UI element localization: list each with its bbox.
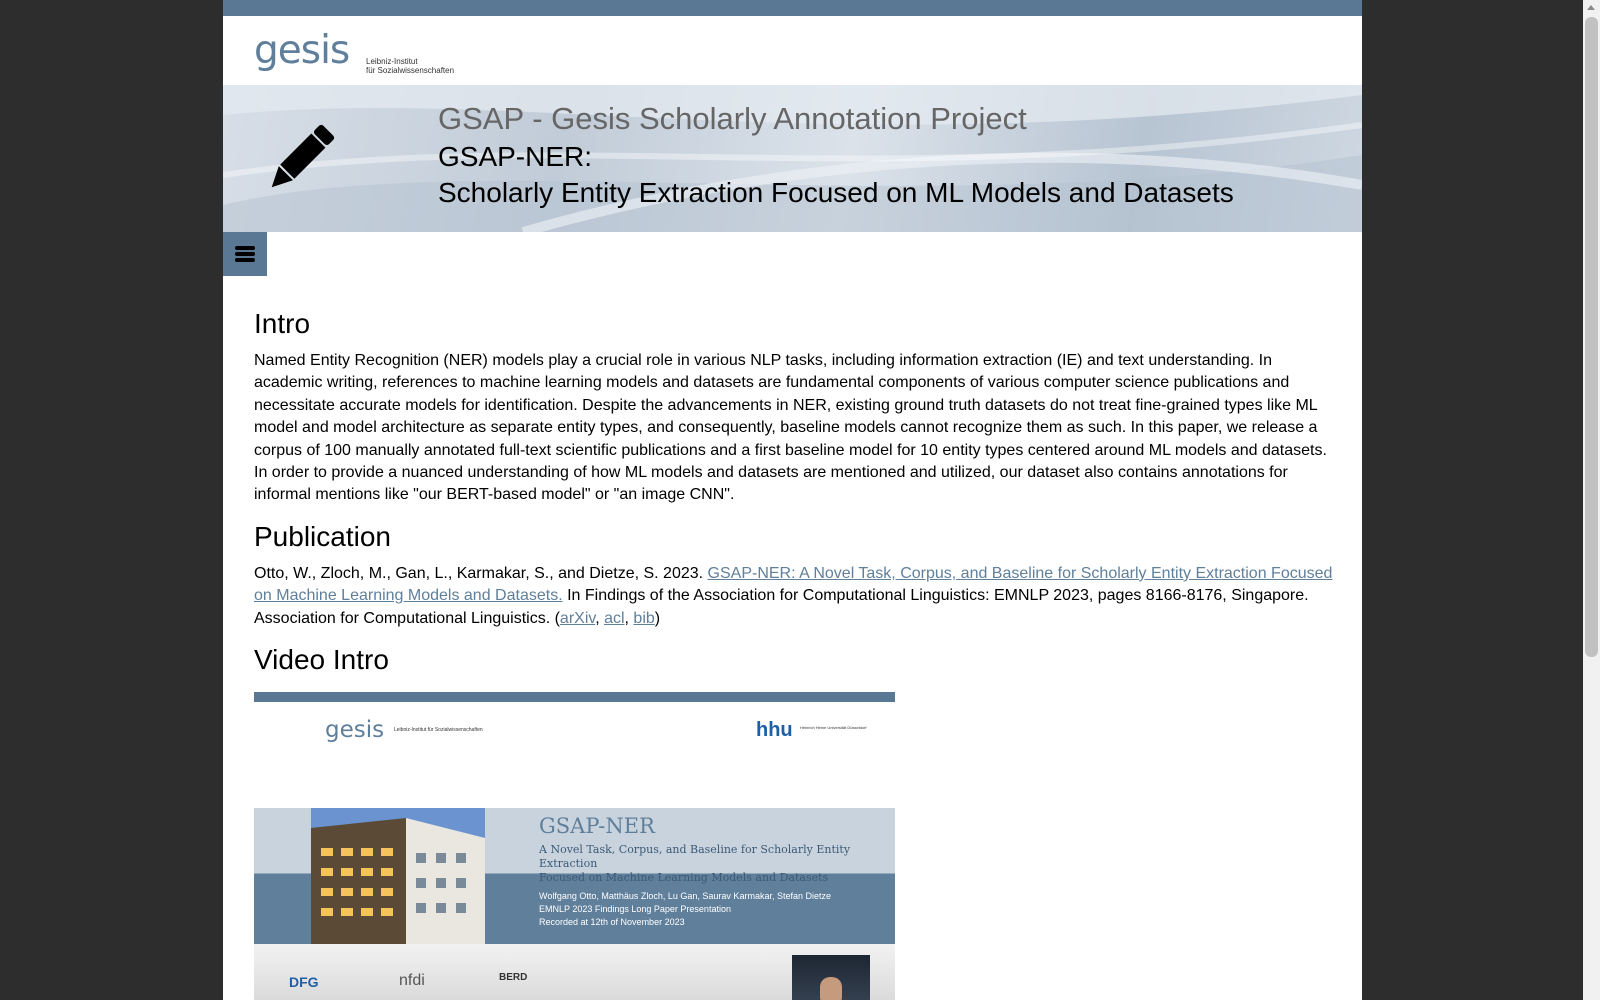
- video-slide-event: EMNLP 2023 Findings Long Paper Presentation: [539, 904, 731, 914]
- video-slide-footer: [254, 944, 895, 1000]
- page: [223, 0, 1362, 1000]
- video-slide-authors-line: Wolfgang Otto, Matthäus Zloch, Lu Gan, Saurav Karmakar, Stefan Dietze: [539, 891, 831, 901]
- building-photo: [311, 808, 485, 944]
- berd-logo: BERD: [499, 972, 528, 983]
- publication-title-link[interactable]: GSAP-NER: A Novel Task, Corpus, and Baseline for Scholarly Entity Extraction Focused on Machine Learning Models and Datasets.: [254, 564, 1333, 605]
- publication-venue: In Findings of the Association for Computational Linguistics: EMNLP 2023, pages 8166-8176, Singapore. Association for Computational Linguistics. (: [254, 587, 1309, 627]
- publication-authors: Otto, W., Zloch, M., Gan, L., Karmakar, S., and Dietze, S. 2023.: [254, 564, 708, 582]
- dfg-logo: DFG: [289, 974, 319, 990]
- video-player[interactable]: [254, 692, 895, 1000]
- banner: [223, 85, 1362, 232]
- banner-subtitle-line1: GSAP-NER:: [438, 141, 593, 172]
- speaker-thumbnail: [792, 955, 870, 1000]
- video-slide-recorded: Recorded at 12th of November 2023: [539, 917, 685, 927]
- scroll-up-arrow-icon[interactable]: [1587, 5, 1595, 10]
- video-gesis-logo-subtitle: Leibniz-Institut für Sozialwissenschaften: [394, 727, 483, 733]
- video-slide-title: GSAP-NER: [539, 814, 655, 838]
- video-hhu-logo: hhu: [756, 719, 793, 741]
- gesis-logo[interactable]: gesis: [254, 28, 350, 73]
- banner-subtitle-line2: Scholarly Entity Extraction Focused on ML Models and Datasets: [438, 177, 1234, 208]
- video-slide-subtitle-line1: A Novel Task, Corpus, and Baseline for Scholarly Entity Extraction: [539, 843, 851, 870]
- pencil-icon: [265, 123, 335, 195]
- video-slide-authors: [539, 890, 831, 929]
- banner-title: GSAP - Gesis Scholarly Annotation Project: [438, 101, 1027, 136]
- page-scrollbar[interactable]: [1583, 0, 1600, 1000]
- acl-link[interactable]: acl: [604, 609, 625, 627]
- publication-citation: [254, 563, 1334, 630]
- video-hhu-logo-subtitle: Heinrich Heine Universität Düsseldorf: [800, 725, 867, 730]
- separator: ,: [624, 609, 634, 627]
- close-paren: ): [654, 609, 661, 627]
- video-slide-subtitle-line2: Focused on Machine Learning Models and Datasets: [539, 871, 829, 884]
- separator: ,: [595, 609, 605, 627]
- video-slide-subtitle: [539, 843, 895, 885]
- intro-heading: Intro: [254, 308, 311, 339]
- video-gesis-logo: gesis: [325, 717, 385, 743]
- video-heading: Video Intro: [254, 644, 389, 676]
- gesis-logo-subtitle-line2: für Sozialwissenschaften: [366, 66, 455, 75]
- gesis-logo-subtitle-line1: Leibniz-Institut: [366, 57, 418, 66]
- publication-heading: Publication: [254, 520, 391, 552]
- gesis-logo-subtitle: [366, 57, 454, 75]
- video-top-bar: [254, 692, 895, 702]
- banner-subtitle: [438, 139, 1234, 211]
- intro-text: Named Entity Recognition (NER) models play a crucial role in various NLP tasks, including information extraction (IE) and text understanding. In academic writing, references to machine learning models and datasets are fundamental components of various computer science publications and necessitate accurate models for identification. Despite the advancements in NER, existing ground truth datasets do not treat fine-grained types like ML model and model architecture as separate entity types, and consequently, baseline models cannot recognize them as such. In this paper, we release a corpus of 100 manually annotated full-text scientific publications and a first baseline model for 10 entity types centered around ML models and datasets. In order to provide a nuanced understanding of how ML models and datasets are mentioned and utilized, our dataset also contains annotations for informal mentions like "our BERT-based model" or "an image CNN".: [254, 352, 1327, 504]
- scrollbar-thumb[interactable]: [1585, 17, 1598, 657]
- bib-link[interactable]: bib: [633, 609, 655, 627]
- top-bar: [223, 0, 1362, 16]
- nfdi-logo: nfdi: [399, 972, 425, 989]
- speaker-face: [820, 977, 842, 1000]
- header: [223, 16, 1362, 85]
- main-content: [254, 300, 1334, 686]
- arxiv-link[interactable]: arXiv: [559, 609, 596, 627]
- hamburger-menu-icon[interactable]: [223, 232, 267, 276]
